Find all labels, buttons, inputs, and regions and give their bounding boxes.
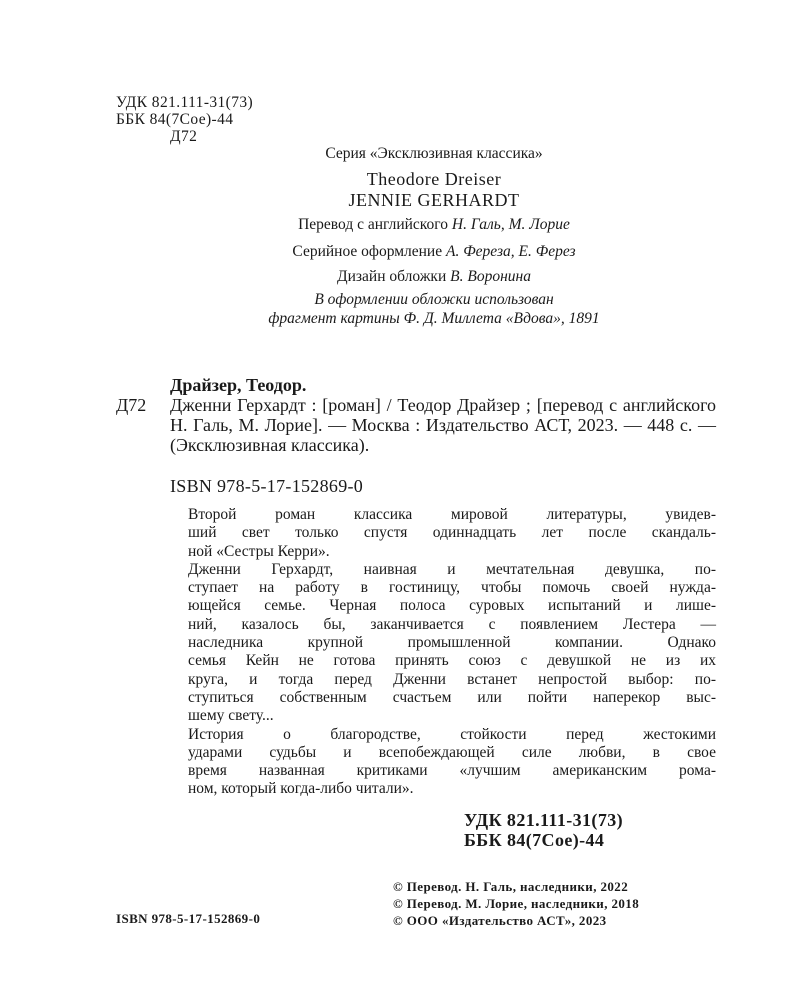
cover-note-line-2: фрагмент картины Ф. Д. Миллета «Вдова», 1891: [268, 310, 600, 327]
cover-note-line-1: В оформлении обложки использован: [314, 291, 554, 308]
record-description: Дженни Герхардт : [роман] / Теодор Драйзер ; [перевод с английского Н. Галь, М. Лорие]. — Москва : Издательство АСТ, 2023. — 448 с. — (Эксклюзивная классика).: [170, 395, 716, 455]
annotation-line: ний, казалось бы, заканчивается с появлением Лестера —: [188, 615, 716, 633]
original-title: JENNIE GERHARDT: [348, 190, 520, 210]
annotation-paragraph-3: [170, 726, 716, 799]
series-design-credit: [116, 243, 752, 261]
classification-bottom: [464, 810, 623, 850]
cover-designer: В. Воронина: [450, 268, 531, 285]
bbk-bottom: ББК 84(7Сое)-44: [464, 830, 605, 850]
bbk-top: ББК 84(7Сое)-44: [116, 111, 234, 128]
udk-bottom: УДК 821.111-31(73): [464, 810, 624, 830]
cover-note: [116, 290, 752, 328]
annotation-line: История о благородстве, стойкости перед жестокими: [188, 725, 716, 743]
translation-credit: [116, 216, 752, 234]
isbn-bottom: ISBN 978-5-17-152869-0: [116, 911, 261, 926]
copyright-block: [393, 878, 639, 929]
cover-label: Дизайн обложки: [337, 268, 451, 285]
annotation-line: ступает на работу в гостиницу, чтобы помочь своей нужда-: [188, 579, 716, 597]
author-code-top: Д72: [170, 128, 198, 145]
original-author: Theodore Dreiser: [366, 169, 502, 189]
bibliographic-record: [116, 375, 716, 455]
annotation-line: ступиться собственным счастьем или пойти наперекор выс-: [188, 688, 716, 706]
annotation-paragraph-2: [170, 561, 716, 726]
annotation-line: ударами судьбы и всепобеждающей силе любви, в свое: [188, 743, 716, 761]
copyright-translation-1: © Перевод. Н. Галь, наследники, 2022: [393, 879, 629, 894]
udk-top: УДК 821.111-31(73): [116, 94, 254, 111]
classification-top: [116, 94, 253, 145]
design-label: Серийное оформление: [292, 243, 446, 260]
designers: А. Фереза, Е. Ферез: [445, 243, 576, 260]
annotation-paragraph-1: [170, 506, 716, 561]
annotation-line: ной «Сестры Керри».: [188, 542, 330, 560]
record-author: Драйзер, Теодор.: [170, 375, 307, 395]
annotation: [170, 506, 716, 799]
annotation-line: время названная критиками «лучшим американским рома-: [188, 762, 716, 780]
isbn-main: ISBN 978-5-17-152869-0: [170, 476, 364, 496]
series-title: Серия «Эксклюзивная классика»: [325, 145, 543, 162]
annotation-line: ном, который когда-либо читали».: [188, 780, 414, 798]
annotation-line: наследника крупной промышленной компании. Однако: [188, 634, 716, 652]
annotation-line: круга, и тогда перед Дженни встанет непростой выбор: по-: [188, 670, 716, 688]
translators: Н. Галь, М. Лорие: [451, 216, 570, 233]
annotation-line: Второй роман классика мировой литературы, увидев-: [188, 506, 716, 523]
annotation-line: семья Кейн не готова принять союз с девушкой не из их: [188, 652, 716, 670]
annotation-line: Дженни Герхардт, наивная и мечтательная девушка, по-: [188, 560, 716, 578]
annotation-line: ший свет только спустя одиннадцать лет после скандаль-: [188, 524, 716, 542]
record-code: Д72: [116, 395, 147, 415]
annotation-line: ющейся семье. Черная полоса суровых испытаний и лише-: [188, 597, 716, 615]
translation-label: Перевод с английского: [298, 216, 452, 233]
cover-design-credit: [116, 268, 752, 286]
copyright-translation-2: © Перевод. М. Лорие, наследники, 2018: [393, 896, 640, 911]
annotation-line: шему свету...: [188, 707, 274, 725]
copyright-publisher: © ООО «Издательство АСТ», 2023: [393, 913, 607, 928]
